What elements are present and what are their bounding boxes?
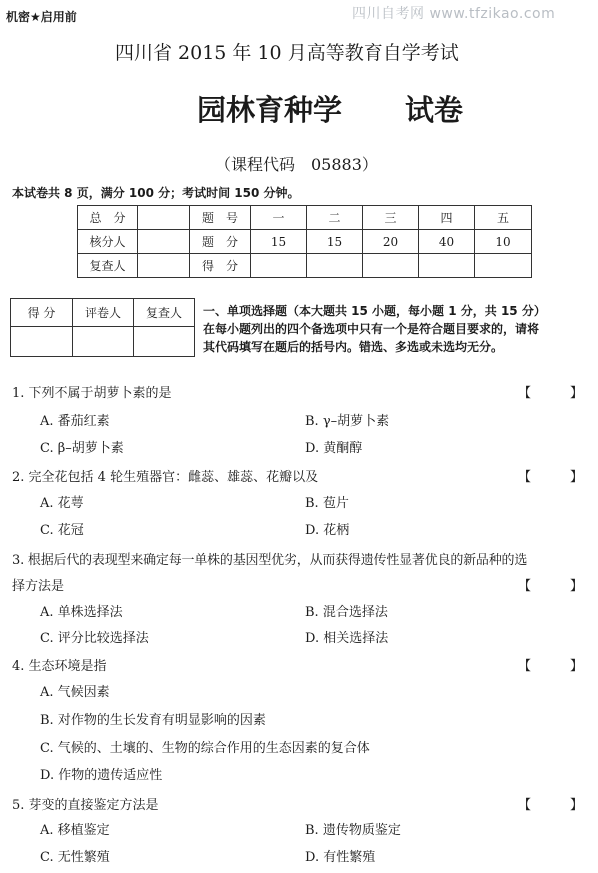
- bracket-right: 】: [570, 798, 584, 813]
- option-a: A. 花萼: [40, 496, 84, 511]
- bracket-right: 】: [570, 659, 584, 674]
- reviewer-field[interactable]: [138, 254, 190, 278]
- bracket-right: 】: [570, 470, 584, 485]
- option-a: A. 番茄红素: [40, 414, 110, 429]
- option-a: A. 气候因素: [40, 685, 110, 700]
- grader-reviewer-field[interactable]: [134, 327, 195, 357]
- bracket-right: 】: [570, 386, 584, 401]
- cell-label-points: 题 分: [190, 230, 251, 254]
- cell-points: 10: [475, 230, 532, 254]
- answer-bracket[interactable]: [518, 655, 584, 674]
- cell-points: 15: [251, 230, 307, 254]
- paper-label: 试卷: [405, 93, 464, 127]
- cell-label-reviewer: 复查人: [78, 254, 138, 278]
- obtained-score-field[interactable]: [307, 254, 363, 278]
- option-a: A. 移植鉴定: [40, 823, 110, 838]
- option-c: C. 气候的、土壤的、生物的综合作用的生态因素的复合体: [40, 741, 370, 756]
- option-d: D. 相关选择法: [305, 631, 389, 646]
- section-title: 一、单项选择题（本大题共 15 小题，每小题 1 分，共 15 分）: [203, 304, 546, 318]
- option-b: B. 苞片: [305, 496, 349, 511]
- bracket-left: 【: [518, 659, 532, 674]
- obtained-score-field[interactable]: [363, 254, 419, 278]
- obtained-score-field[interactable]: [419, 254, 475, 278]
- question-stem: 1. 下列不属于胡萝卜素的是: [12, 386, 172, 401]
- option-c: C. 无性繁殖: [40, 850, 110, 865]
- site-watermark: 四川自考网 www.tfzikao.com: [352, 6, 556, 22]
- checker-field[interactable]: [138, 230, 190, 254]
- grader-header-marker: 评卷人: [73, 299, 134, 327]
- grader-table: [10, 298, 195, 357]
- cell-question-no: 二: [307, 206, 363, 230]
- course-code: （课程代码 05883）: [215, 155, 378, 174]
- obtained-score-field[interactable]: [251, 254, 307, 278]
- grader-entry-row: [11, 327, 195, 357]
- bracket-left: 【: [518, 470, 532, 485]
- score-row-obtained: [78, 254, 532, 278]
- section-instruction-line: 其代码填写在题后的括号内。错选、多选或未选均无分。: [203, 340, 504, 354]
- option-d: D. 花柄: [305, 523, 350, 538]
- option-d: D. 作物的遗传适应性: [40, 768, 163, 783]
- cell-label-total: 总 分: [78, 206, 138, 230]
- grader-header-row: [11, 299, 195, 327]
- question-stem: 2. 完全花包括 4 轮生殖器官：雌蕊、雄蕊、花瓣以及: [12, 470, 319, 485]
- answer-bracket[interactable]: [518, 466, 584, 485]
- bracket-left: 【: [518, 386, 532, 401]
- cell-label-checker: 核分人: [78, 230, 138, 254]
- option-b: B. 混合选择法: [305, 605, 388, 620]
- paper-info: 本试卷共 8 页，满分 100 分；考试时间 150 分钟。: [12, 186, 300, 200]
- question-stem: 5. 芽变的直接鉴定方法是: [12, 798, 159, 813]
- question-stem: 3. 根据后代的表现型来确定每一单株的基因型优劣，从而获得遗传性显著优良的新品种的选: [12, 553, 528, 568]
- answer-bracket[interactable]: [518, 575, 584, 594]
- option-d: D. 有性繁殖: [305, 850, 376, 865]
- answer-bracket[interactable]: [518, 382, 584, 401]
- score-row-total: [78, 206, 532, 230]
- bracket-right: 】: [570, 579, 584, 594]
- cell-question-no: 三: [363, 206, 419, 230]
- question-stem: 4. 生态环境是指: [12, 659, 107, 674]
- option-d: D. 黄酮醇: [305, 441, 363, 456]
- cell-points: 20: [363, 230, 419, 254]
- score-row-points: [78, 230, 532, 254]
- subject-title: 园林育种学: [197, 93, 343, 127]
- cell-question-no: 四: [419, 206, 475, 230]
- answer-bracket[interactable]: [518, 794, 584, 813]
- question-stem-continued: 择方法是: [12, 579, 65, 594]
- cell-label-obtained: 得 分: [190, 254, 251, 278]
- option-c: C. 评分比较选择法: [40, 631, 149, 646]
- grader-header-reviewer: 复查人: [134, 299, 195, 327]
- score-summary-table: [77, 205, 532, 278]
- option-b: B. γ–胡萝卜素: [305, 414, 390, 429]
- section-instruction-line: 在每小题列出的四个备选项中只有一个是符合题目要求的，请将: [203, 322, 540, 336]
- option-c: C. β–胡萝卜素: [40, 441, 124, 456]
- total-score-field[interactable]: [138, 206, 190, 230]
- option-c: C. 花冠: [40, 523, 84, 538]
- exam-title: 四川省 2015 年 10 月高等教育自学考试: [115, 42, 459, 64]
- option-a: A. 单株选择法: [40, 605, 123, 620]
- cell-points: 40: [419, 230, 475, 254]
- confidential-mark: 机密★启用前: [6, 10, 77, 24]
- option-b: B. 对作物的生长发育有明显影响的因素: [40, 713, 266, 728]
- section-instructions: [203, 302, 591, 356]
- cell-points: 15: [307, 230, 363, 254]
- grader-marker-field[interactable]: [73, 327, 134, 357]
- cell-question-no: 五: [475, 206, 532, 230]
- bracket-left: 【: [518, 798, 532, 813]
- bracket-left: 【: [518, 579, 532, 594]
- obtained-score-field[interactable]: [475, 254, 532, 278]
- option-b: B. 遗传物质鉴定: [305, 823, 401, 838]
- cell-question-no: 一: [251, 206, 307, 230]
- grader-score-field[interactable]: [11, 327, 73, 357]
- grader-header-score: 得 分: [11, 299, 73, 327]
- cell-label-question-no: 题 号: [190, 206, 251, 230]
